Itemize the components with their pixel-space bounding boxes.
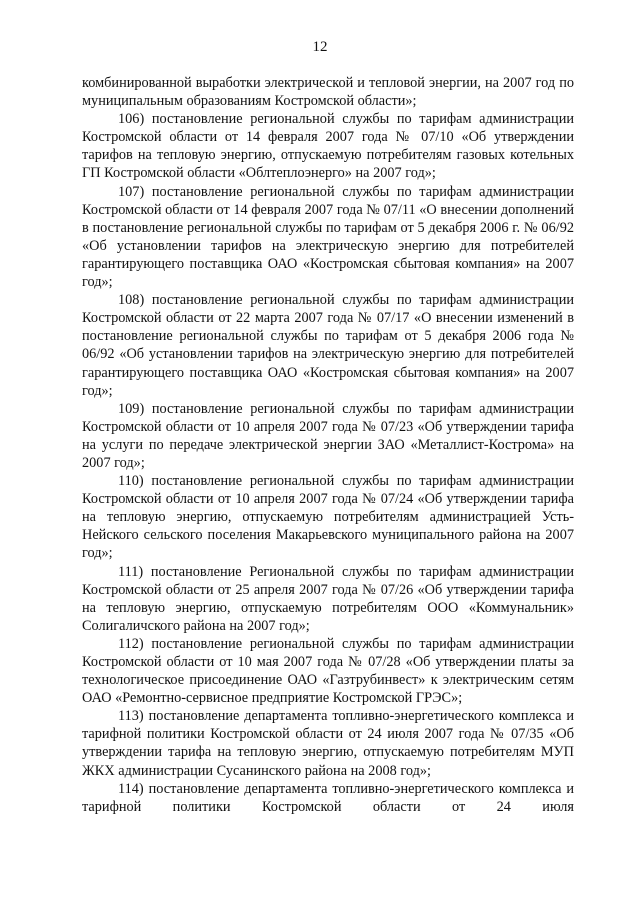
page-number: 12	[312, 39, 328, 55]
list-item-107: 107) постановление региональной службы по тарифам администрации Костромской области от 14 февраля 2007 года № 07/11 «О внесении дополнений в постановление региональной службы по тарифам от 5 декабря 2006 г. № 06/92 «Об установлении тарифов на электрическую энергию для потребителей гарантирующего поставщика ОАО «Костромская сбытовая компания» на 2007 год»;	[82, 183, 574, 291]
list-item-108: 108) постановление региональной службы по тарифам администрации Костромской области от 22 марта 2007 года № 07/17 «О внесении изменений в постановление региональной службы по тарифам от 5 декабря 2006 года № 06/92 «Об установлении тарифов на электрическую энергию для потребителей гарантирующего поставщика ОАО «Костромская сбытовая компания» на 2007 год»;	[82, 292, 574, 399]
document-body	[82, 74, 574, 816]
list-item-109: 109) постановление региональной службы по тарифам администрации Костромской области от 10 апреля 2007 года № 07/23 «Об утверждении тарифа на услуги по передаче электрической энергии ЗАО «Металлист-Кострома» на 2007 год»;	[82, 400, 574, 471]
list-item-113: 113) постановление департамента топливно-энергетического комплекса и тарифной политики Костромской области от 24 июля 2007 года № 07/35 «Об утверждении тарифа на тепловую энергию, отпускаемую потребителям МУП ЖКХ администрации Сусанинского района на 2008 год»;	[82, 708, 574, 779]
paragraph-intro-continuation: комбинированной выработки электрической и тепловой энергии, на 2007 год по муниципальным образованиям Костромской области»;	[82, 75, 574, 110]
list-item-112: 112) постановление региональной службы по тарифам администрации Костромской области от 10 мая 2007 года № 07/28 «Об утверждении платы за технологическое присоединение ОАО «Газтрубинвест» к электрическим сетям ОАО «Ремонтно-сервисное предприятие Костромской ГРЭС»;	[82, 635, 574, 707]
list-item-111: 111) постановление Региональной службы по тарифам администрации Костромской области от 25 апреля 2007 года № 07/26 «Об утверждении тарифа на тепловую энергию, отпускаемую потребителям ООО «Коммунальник» Солигаличского района на 2007 год»;	[82, 563, 574, 634]
list-item-106: 106) постановление региональной службы по тарифам администрации Костромской области от 14 февраля 2007 года № 07/10 «Об утверждении тарифов на тепловую энергию, отпускаемую потребителям газовых котельных ГП Костромской области «Облтеплоэнерго» на 2007 год»;	[82, 111, 574, 182]
list-item-110: 110) постановление региональной службы по тарифам администрации Костромской области от 10 апреля 2007 года № 07/24 «Об утверждении тарифа на тепловую энергию, отпускаемую потребителям администрацией Усть-Нейского сельского поселения Макарьевского муниципального района на 2007 год»;	[82, 473, 574, 562]
list-item-114: 114) постановление департамента топливно-энергетического комплекса и тарифной политики Костромской области от 24 июля	[82, 780, 574, 815]
